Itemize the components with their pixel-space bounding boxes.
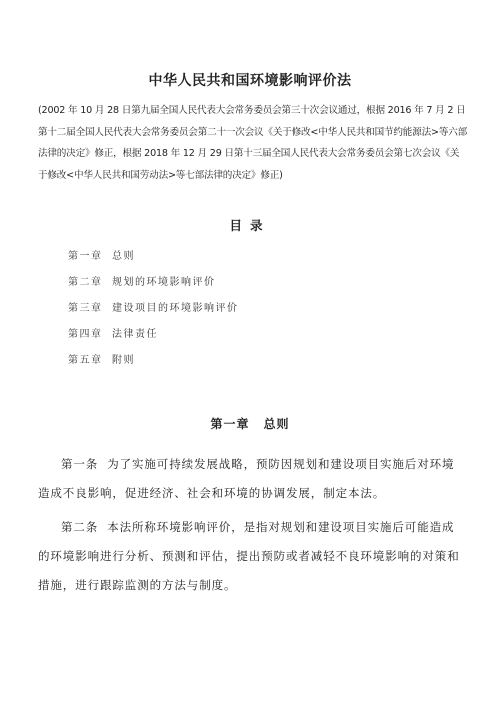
toc-title: 目录 bbox=[229, 218, 271, 233]
toc-item-label: 总则 bbox=[112, 251, 135, 262]
toc-item bbox=[68, 276, 239, 302]
toc-item bbox=[68, 354, 239, 380]
article-paragraph bbox=[38, 513, 463, 600]
document-preamble: (2002 年 10 月 28 日第九届全国人民代表大会常务委员会第三十次会议通过，根据 2016 年 7 月 2 日第十二届全国人民代表大会常务委员会第二十一次会议《关于修改<中华人民共和国节约能源法>等六部法律的决定》修正，根据 2018 年 12 月 29 日第十三届全国人民代表大会常务委员会第七次会议《关于修改<中华人民共和国劳动法>等七部法律的决定》修正) bbox=[38, 105, 468, 181]
article-paragraph bbox=[38, 450, 463, 508]
toc-item-number: 第五章 bbox=[68, 355, 103, 366]
toc-item-label: 建设项目的环境影响评价 bbox=[112, 303, 239, 314]
article-number: 第一条 bbox=[61, 457, 99, 471]
toc-item-number: 第二章 bbox=[68, 277, 103, 288]
toc-item bbox=[68, 302, 239, 328]
toc-item-label: 附则 bbox=[112, 355, 135, 366]
chapter-title: 总则 bbox=[263, 417, 290, 431]
article-number: 第二条 bbox=[61, 520, 99, 534]
article-text: 本法所称环境影响评价，是指对规划和建设项目实施后可能造成的环境影响进行分析、预测和评估，提出预防或者减轻不良环境影响的对策和措施，进行跟踪监测的方法与制度。 bbox=[38, 520, 460, 592]
toc-item bbox=[68, 250, 239, 276]
chapter-number: 第一章 bbox=[210, 417, 250, 431]
toc-item-label: 规划的环境影响评价 bbox=[112, 277, 216, 288]
toc-item bbox=[68, 328, 239, 354]
chapter-heading bbox=[0, 415, 500, 432]
article-text: 为了实施可持续发展战略，预防因规划和建设项目实施后对环境造成不良影响，促进经济、社会和环境的协调发展，制定本法。 bbox=[38, 457, 455, 500]
toc-item-number: 第三章 bbox=[68, 303, 103, 314]
toc-item-number: 第一章 bbox=[68, 251, 103, 262]
toc-item-number: 第四章 bbox=[68, 329, 103, 340]
toc-item-label: 法律责任 bbox=[112, 329, 158, 340]
document-title: 中华人民共和国环境影响评价法 bbox=[148, 73, 352, 89]
toc-list bbox=[68, 250, 239, 380]
